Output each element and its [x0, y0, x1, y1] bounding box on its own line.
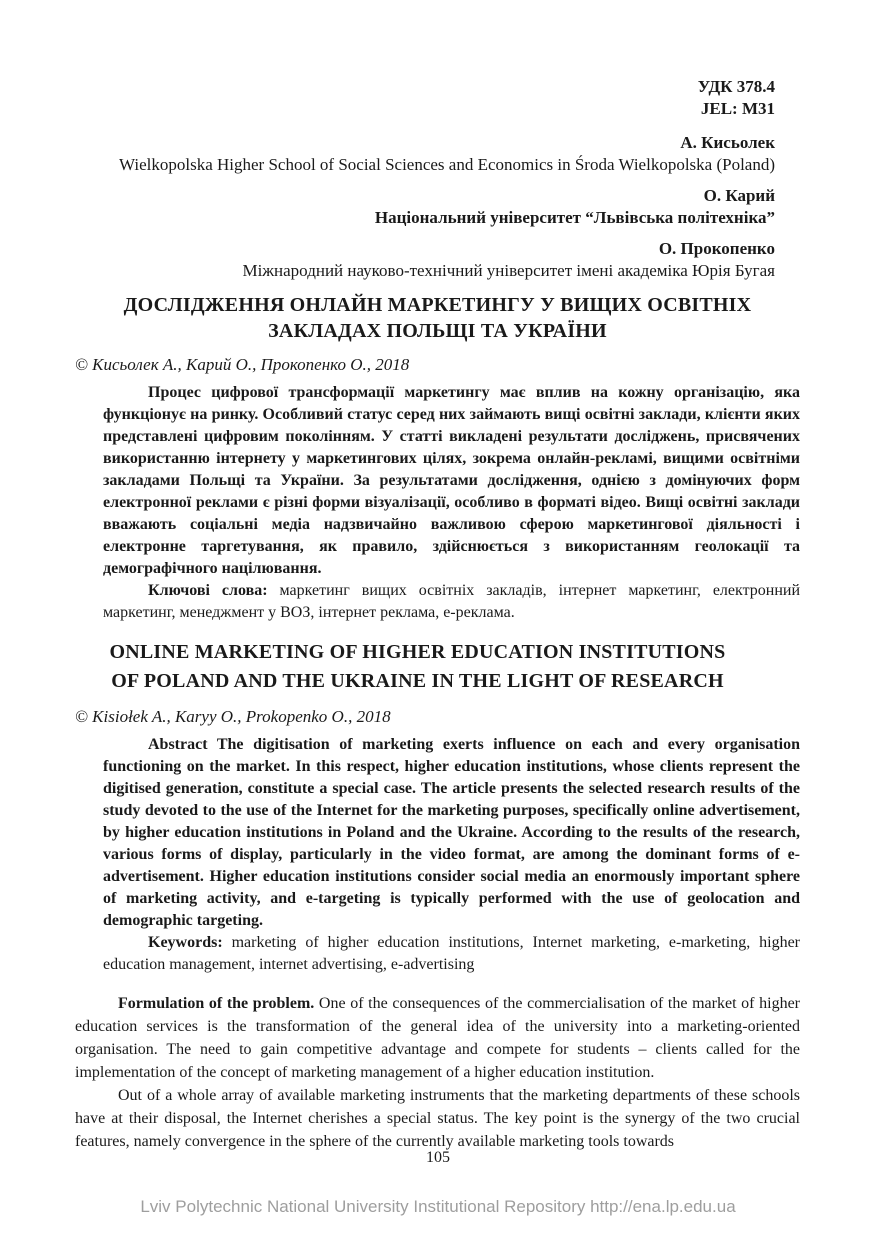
article-title-ukrainian — [75, 292, 800, 344]
author-affiliation: Міжнародний науково-технічний університет імені академіка Юрія Бугая — [242, 261, 775, 280]
classification-codes — [75, 76, 800, 120]
copyright-line-english: © Kisiołek A., Karyy O., Prokopenko O., 2018 — [75, 707, 391, 726]
body-paragraph-2: Out of a whole array of available marketing instruments that the marketing departments of these schools have at their disposal, the Internet cherishes a special status. The key point is the synergy of the two crucial features, namely convergence in the sphere of the currently available marketing tools towards — [75, 1087, 800, 1150]
author-affiliation: Національний університет “Львівська політехніка” — [374, 208, 775, 227]
title-en-line2: OF POLAND AND THE UKRAINE IN THE LIGHT OF RESEARCH — [111, 670, 724, 692]
keywords-text-english: marketing of higher education institutions, Internet marketing, e-marketing, higher education management, internet advertising, e-advertising — [103, 934, 800, 973]
author-name: О. Прокопенко — [658, 239, 775, 258]
keywords-ukrainian — [103, 580, 800, 624]
title-en-line1: ONLINE MARKETING OF HIGHER EDUCATION INSTITUTIONS — [109, 641, 726, 663]
title-ua-line1: ДОСЛІДЖЕННЯ ОНЛАЙН МАРКЕТИНГУ У ВИЩИХ ОСВІТНІХ — [123, 294, 752, 316]
article-title-english — [75, 638, 760, 696]
title-ua-line2: ЗАКЛАДАХ ПОЛЬЩІ ТА УКРАЇНИ — [268, 320, 607, 342]
repository-footer: Lviv Polytechnic National University Institutional Repository http://ena.lp.edu.ua — [140, 1197, 736, 1216]
keywords-text-ukrainian: маркетинг вищих освітніх закладів, інтернет маркетинг, електронний маркетинг, менеджмент у ВОЗ, інтернет реклама, е-реклама. — [103, 582, 801, 621]
article-body — [75, 992, 800, 1153]
page-number: 105 — [426, 1149, 450, 1166]
jel-code: JEL: M31 — [700, 99, 775, 118]
keywords-label-english: Keywords: — [148, 934, 223, 951]
author-block — [75, 132, 775, 176]
abstract-ukrainian: Процес цифрової трансформації маркетингу має вплив на кожну організацію, яка функціонує на ринку. Особливий статус серед них займають вищі освітні заклади, клієнти яких представлені цифровим поколінням. У статті викладені результати досліджень, присвячених використанню інтернету у маркетингових цілях, зокрема онлайн-рекламі, вищими освітніми закладами Польщі та України. За результатами дослідження, однією з домінуючих форм електронної реклами є різні форми візуалізації, особливо в форматі відео. Вищі освітні заклади вважають соціальні медіа надзвичайно важливою сферою маркетингової діяльності і електронне таргетування, як правило, здійснюється з використанням геолокації та демографічного націлювання. — [103, 384, 800, 577]
author-block — [75, 238, 775, 282]
udc-code: УДК 378.4 — [697, 77, 775, 96]
keywords-label-ukrainian: Ключові слова: — [148, 582, 268, 599]
authors-block — [75, 132, 800, 282]
author-name: А. Кисьолек — [680, 133, 775, 152]
section-heading-formulation: Formulation of the problem. — [118, 995, 315, 1012]
body-paragraph-1-text: One of the consequences of the commercialisation of the market of higher education services is the transformation of the general idea of the university into a marketing-oriented organisation. The need to gain competitive advantage and compete for students – clients called for the implementation of the concept of marketing management of a higher education institution. — [75, 995, 801, 1081]
author-name: О. Карий — [703, 186, 775, 205]
keywords-english — [103, 932, 800, 976]
copyright-line-ukrainian: © Кисьолек А., Карий О., Прокопенко О., 2018 — [75, 355, 410, 374]
author-affiliation: Wielkopolska Higher School of Social Sciences and Economics in Środa Wielkopolska (Poland) — [119, 155, 775, 174]
abstract-english: Abstract The digitisation of marketing exerts influence on each and every organisation functioning on the market. In this respect, higher education institutions, whose clients represent the digitised generation, constitute a special case. The article presents the selected research results of the study devoted to the use of the Internet for the marketing purposes, specifically online advertisement, by higher education institutions in Poland and the Ukraine. According to the results of the research, various forms of display, particularly in the video format, are among the dominant forms of e-advertisement. Higher education institutions consider social media an enormously important sphere of marketing activity, and e-targeting is typically performed with the use of geolocation and demographic targeting. — [103, 736, 800, 929]
author-block — [75, 185, 775, 229]
body-paragraph-1 — [75, 992, 800, 1084]
